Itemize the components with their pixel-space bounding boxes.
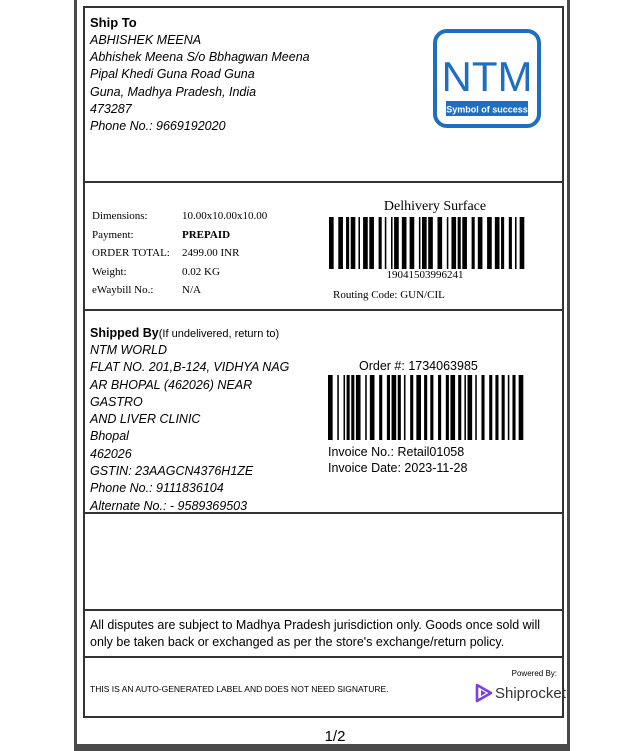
payment-row (92, 226, 267, 245)
ship-to-line: Phone No.: 9669192020 (90, 119, 226, 134)
shipped-by-line: NTM WORLD (90, 343, 168, 357)
invoice-date: Invoice Date: 2023-11-28 (328, 461, 468, 475)
page-number: 1/2 (324, 728, 346, 745)
order-total-value: 2499.00 INR (182, 247, 240, 259)
shipped-by-note: (If undelivered, return to) (158, 328, 280, 340)
courier-name: Delhivery Surface (383, 199, 487, 214)
ship-to-line: Guna, Madhya Pradesh, India (90, 84, 257, 99)
dimensions-value: 10.00x10.00x10.00 (182, 210, 268, 222)
shipped-by-line: AR BHOPAL (462026) NEAR (90, 377, 253, 392)
ship-to-line: ABHISHEK MEENA (90, 33, 202, 47)
shipped-by-line: 462026 (90, 446, 132, 461)
ship-to-line: Pipal Khedi Guna Road Guna (90, 67, 255, 82)
page-edge-left (74, 0, 77, 751)
ntm-logo-text: NTM (441, 53, 533, 100)
disclaimer-text: All disputes are subject to Madhya Pradesh jurisdiction only. Goods once sold will only be taken back or exchanged as per the store's exchange/return policy. (90, 618, 540, 649)
order-total-row (92, 244, 267, 263)
shipped-by-line: GASTRO (90, 394, 143, 409)
order-total-label: ORDER TOTAL: (92, 247, 170, 259)
shipping-label (83, 6, 564, 718)
shipped-by-line: FLAT NO. 201,B-124, VIDHYA NAG (90, 360, 290, 375)
ntm-logo (432, 28, 542, 129)
awb-barcode (329, 217, 525, 269)
awb-number: 19041503996241 (386, 269, 464, 281)
page-edge-right (567, 0, 570, 751)
dimensions-row (92, 207, 267, 226)
ship-to-line: 473287 (90, 101, 132, 116)
auto-generated-note: THIS IS AN AUTO-GENERATED LABEL AND DOES NOT NEED SIGNATURE. (90, 684, 389, 694)
weight-label: Weight: (92, 265, 127, 278)
invoice-number: Invoice No.: Retail01058 (328, 445, 465, 459)
shipped-by-line: AND LIVER CLINIC (90, 412, 201, 427)
payment-label: Payment: (92, 228, 134, 241)
order-barcode (328, 375, 526, 440)
powered-by-label: Powered By: (511, 669, 557, 678)
shipped-by-title: Shipped By (90, 326, 159, 340)
shiprocket-logo (475, 683, 566, 703)
ship-to-section (85, 8, 562, 183)
invoice-info (328, 444, 467, 476)
shipment-details-section (85, 183, 562, 311)
page-bottom-edge (74, 744, 570, 751)
shipment-details (92, 207, 267, 300)
shiprocket-text: Shiprocket (495, 684, 566, 702)
shipped-by-line: Bhopal (90, 429, 129, 444)
weight-row (92, 263, 267, 282)
disclaimer-section (85, 611, 562, 658)
weight-value: 0.02 KG (182, 265, 220, 278)
shipped-by-heading (90, 326, 279, 340)
shiprocket-icon (475, 683, 493, 703)
shipped-by-line: Alternate No.: - 9589369503 (90, 498, 248, 513)
payment-value: PREPAID (182, 228, 231, 241)
ewaybill-value: N/A (182, 284, 201, 296)
ship-to-title: Ship To (90, 15, 137, 30)
shipped-by-line: GSTIN: 23AAGCN4376H1ZE (90, 464, 254, 479)
ship-to-line: Abhishek Meena S/o Bbhagwan Meena (90, 50, 310, 65)
ship-to-address (90, 32, 310, 135)
shipped-by-line: Phone No.: 9111836104 (90, 481, 224, 496)
shipped-by-section (85, 311, 562, 514)
shipped-by-address (90, 342, 320, 515)
dimensions-label: Dimensions: (92, 210, 148, 222)
routing-code: Routing Code: GUN/CIL (333, 289, 445, 301)
order-number: Order #: 1734063985 (359, 359, 478, 373)
ewaybill-label: eWaybill No.: (92, 284, 154, 296)
ntm-logo-tagline: Symbol of success (446, 104, 528, 115)
ewaybill-row (92, 281, 267, 300)
blank-section (85, 514, 562, 611)
